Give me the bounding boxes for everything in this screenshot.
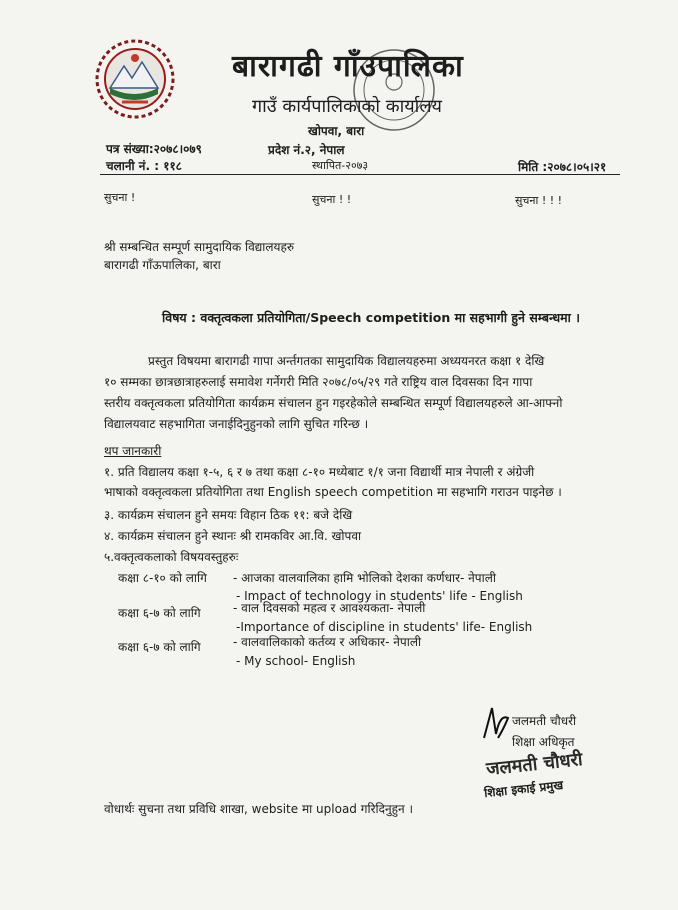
letter-number: पत्र संख्या:२०७८।०७९ (106, 142, 202, 156)
stamp-title: शिक्षा इकाई प्रमुख (483, 777, 564, 801)
topic-grade: कक्षा ८-१० को लागि (118, 571, 207, 585)
topic-item: - Impact of technology in students' life - English (236, 589, 523, 603)
notice-label-1: सुचना ! (104, 191, 136, 204)
established-year: स्थापित-२०७३ (312, 159, 369, 172)
stamp-name: जलमती चौधरी (485, 749, 584, 780)
topic-item: - आजका वालवालिका हामि भोलिको देशका कर्णधार- नेपाली (233, 571, 496, 585)
details-heading: थप जानकारी (104, 444, 162, 458)
dispatch-number (106, 157, 182, 174)
detail-item-5: ५.वक्तृत्वकलाको विषयवस्तुहरुः (104, 550, 239, 564)
notice-label-2: सुचना ! ! (312, 193, 352, 206)
footer-note: वोधार्थः सुचना तथा प्रविधि शाखा, website मा upload गरिदिनुहुन । (104, 802, 414, 816)
body-line: विद्यालयवाट सहभागिता जनाईदिनुहुनको लागि सुचित गरिन्छ । (104, 417, 369, 431)
signatory-title: शिक्षा अधिकृत (512, 735, 575, 749)
government-emblem-icon (92, 38, 178, 120)
notice-label-3: सुचना ! ! ! (515, 194, 563, 207)
dispatch-label: चलानी नं. : (106, 159, 160, 173)
office-address-line2: प्रदेश नं.२, नेपाल (268, 143, 345, 157)
addressee-line2: बारागढी गाँऊपालिका, बारा (104, 258, 221, 272)
topic-item: - वालवालिकाको कर्तव्य र अधिकार- नेपाली (233, 635, 422, 649)
signatory-name: जलमती चौधरी (512, 714, 577, 728)
detail-item-1: १. प्रति विद्यालय कक्षा १-५, ६ र ७ तथा कक्षा ८-१० मध्येबाट १/१ जना विद्यार्थी मात्र नेपाली र अंग्रेजी (104, 465, 535, 479)
office-subtitle: गाउँ कार्यपालिकाको कार्यालय (252, 96, 442, 117)
dispatch-value: ११८ (163, 159, 182, 173)
detail-item-1-cont: भाषाको वक्तृत्वकला प्रतियोगिता तथा English speech competition मा सहभागि गराउन पाइनेछ । (104, 485, 562, 499)
addressee-line1: श्री सम्बन्धित सम्पूर्ण सामुदायिक विद्यालयहरु (104, 240, 295, 254)
topic-item: - My school- English (236, 654, 356, 668)
topic-item: -Importance of discipline in students' life- English (236, 620, 533, 634)
topic-item: - वाल दिवसको महत्व र आवश्यकता- नेपाली (233, 601, 426, 615)
topic-grade: कक्षा ६-७ को लागि (118, 606, 201, 620)
body-line: १० सम्मका छात्रछात्राहरुलाई समावेश गर्नेगरी मिति २०७८/०५/२९ गते राष्ट्रिय वाल दिवसका दिन गापा (104, 375, 533, 389)
topic-grade: कक्षा ६-७ को लागि (118, 640, 201, 654)
letter-date: मिति :२०७८।०५।२१ (518, 160, 607, 174)
office-address-line1: खोपवा, बारा (308, 124, 365, 138)
body-line: स्तरीय वक्तृत्वकला प्रतियोगिता कार्यक्रम संचालन हुन गइरहेकोले सम्बन्धित सम्पूर्ण विद्यालयहरुले आ-आफ्नो (104, 396, 563, 410)
municipality-title: बारागढी गाँउपालिका (232, 49, 464, 84)
detail-item-4: ४. कार्यक्रम संचालन हुने स्थानः श्री रामकविर आ.वि. खोपवा (104, 529, 362, 543)
detail-item-3: ३. कार्यक्रम संचालन हुने समयः विहान ठिक ११: बजे देखि (104, 508, 353, 522)
subject-line: विषय : वक्तृत्वकला प्रतियोगिता/Speech competition मा सहभागी हुने सम्बन्धमा । (162, 310, 580, 325)
body-line: प्रस्तुत विषयमा बारागढी गापा अर्न्तगतका सामुदायिक विद्यालयहरुमा अध्ययनरत कक्षा १ देखि (148, 354, 545, 368)
header-divider (100, 174, 620, 175)
